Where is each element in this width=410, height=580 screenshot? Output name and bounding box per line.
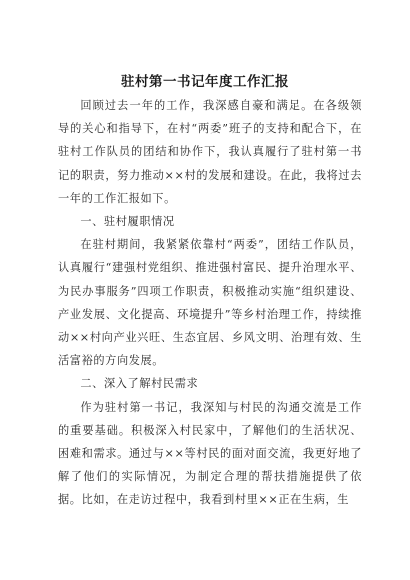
section-2-paragraph: 作为驻村第一书记，我深知与村民的沟通交流是工作的重要基础。积极深入村民家中，了解他们的生活状况、困难和需求。通过与××等村民的面对面交流，我更好地了解了他们的实际情况，为制定合理的帮扶措施提供了依据。比如，在走访过程中，我看到村里××正在生病，生 bbox=[58, 400, 362, 507]
document-title: 驻村第一书记年度工作汇报 bbox=[121, 74, 289, 90]
intro-paragraph: 回顾过去一年的工作，我深感自豪和满足。在各级领导的关心和指导下，在村“两委”班子的支持和配合下，在驻村工作队员的团结和协作下，我认真履行了驻村第一书记的职责，努力推动××村的发展和建设。在此，我将过去一年的工作汇报如下。 bbox=[58, 99, 362, 205]
section-heading-1: 一、驻村履职情况 bbox=[80, 215, 175, 229]
section-1-paragraph: 在驻村期间，我紧紧依靠村“两委”，团结工作队员，认真履行“建强村党组织、推进强村富民、提升治理水平、为民办事服务”四项工作职责，积极推动实施“组织建设、产业发展、文化提高、环境提升”等乡村治理工作，持续推动××村向产业兴旺、生态宜居、乡风文明、治理有效、生活富裕的方向发展。 bbox=[58, 238, 362, 368]
section-heading-2: 二、深入了解村民需求 bbox=[80, 377, 199, 391]
document-body bbox=[58, 94, 362, 512]
